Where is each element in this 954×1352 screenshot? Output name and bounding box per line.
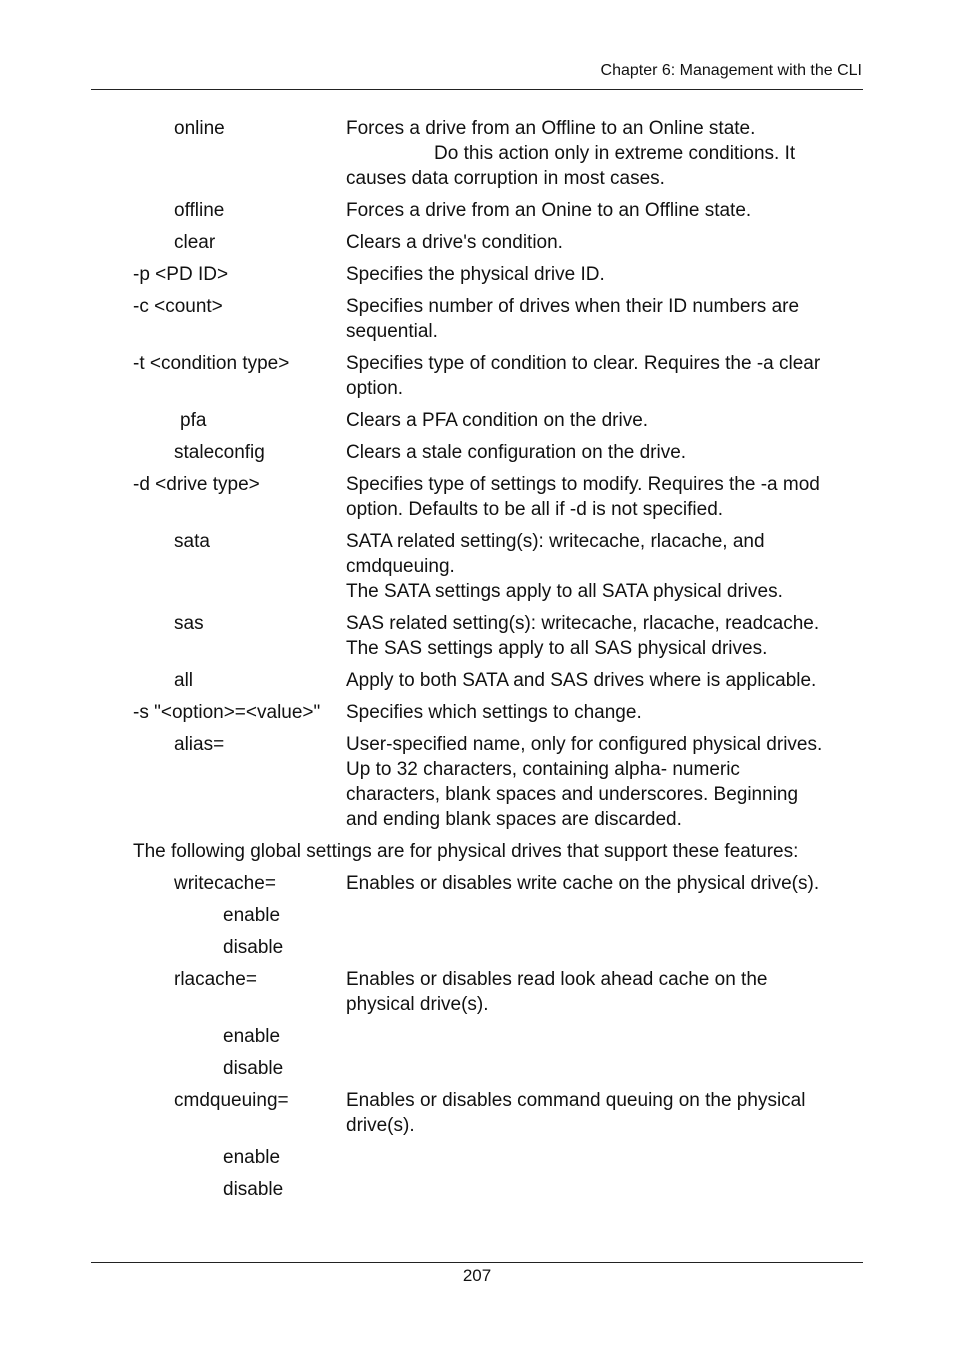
option-row-condition-type	[0, 351, 954, 401]
options-table	[0, 116, 954, 1209]
option-row-all	[0, 668, 954, 693]
option-value: disable	[223, 1058, 284, 1079]
option-term: alias=	[174, 734, 225, 755]
option-value: enable	[223, 1147, 281, 1168]
option-row-pd-id	[0, 262, 954, 287]
option-term: clear	[174, 232, 216, 253]
option-term: -t <condition type>	[133, 353, 290, 374]
option-row-writecache-disable	[0, 935, 954, 960]
option-row-staleconfig	[0, 440, 954, 465]
option-term: -d <drive type>	[133, 474, 260, 495]
warning-note: Do this action only in extreme conditions. It	[434, 143, 796, 164]
option-row-offline	[0, 198, 954, 223]
option-row-writecache	[0, 871, 954, 896]
option-value: enable	[223, 905, 281, 926]
option-row-rlacache-enable	[0, 1024, 954, 1049]
option-row-writecache-enable	[0, 903, 954, 928]
option-description: Specifies type of settings to modify. Requires the -a mod option. Defaults to be all if -d is not specified.	[346, 474, 820, 520]
chapter-header: Chapter 6: Management with the CLI	[600, 62, 862, 79]
option-description: Clears a PFA condition on the drive.	[346, 410, 649, 431]
option-description: SATA related setting(s): writecache, rlacache, and cmdqueuing. The SATA settings apply to all SATA physical drives.	[346, 531, 783, 602]
option-row-drive-type	[0, 472, 954, 522]
option-term: cmdqueuing=	[174, 1090, 289, 1111]
option-description: Enables or disables write cache on the physical drive(s).	[346, 873, 820, 894]
option-value: disable	[223, 1179, 284, 1200]
option-row-cmdqueuing	[0, 1088, 954, 1138]
option-term: offline	[174, 200, 225, 221]
option-description: SAS related setting(s): writecache, rlacache, readcache. The SAS settings apply to all SAS physical drives.	[346, 613, 820, 659]
option-row-settings	[0, 700, 954, 725]
option-description: Specifies number of drives when their ID numbers are sequential.	[346, 296, 800, 342]
option-description: Specifies which settings to change.	[346, 702, 642, 723]
option-row-cmdqueuing-disable	[0, 1177, 954, 1202]
option-row-online	[0, 116, 954, 191]
option-description: Forces a drive from an Onine to an Offline state.	[346, 200, 752, 221]
option-term: -p <PD ID>	[133, 264, 229, 285]
option-term: online	[174, 118, 225, 139]
option-description: Specifies type of condition to clear. Requires the -a clear option.	[346, 353, 821, 399]
option-row-rlacache-disable	[0, 1056, 954, 1081]
option-term: pfa	[180, 410, 207, 431]
option-row-cmdqueuing-enable	[0, 1145, 954, 1170]
option-row-alias	[0, 732, 954, 832]
option-description: Specifies the physical drive ID.	[346, 264, 605, 285]
option-term: -s "<option>=<value>"	[133, 702, 321, 723]
option-row-pfa	[0, 408, 954, 433]
footer-divider	[91, 1262, 863, 1263]
option-description: Forces a drive from an Offline to an Online state. Do this action only in extreme conditions. It causes data corruption in most cases.	[346, 116, 862, 191]
option-value: disable	[223, 937, 284, 958]
option-value: enable	[223, 1026, 281, 1047]
option-description: Enables or disables command queuing on the physical drive(s).	[346, 1090, 806, 1136]
option-description: Apply to both SATA and SAS drives where is applicable.	[346, 670, 817, 691]
option-row-rlacache	[0, 967, 954, 1017]
option-row-clear	[0, 230, 954, 255]
option-term: all	[174, 670, 194, 691]
option-term: -c <count>	[133, 296, 223, 317]
global-settings-note	[0, 839, 954, 864]
option-term: sas	[174, 613, 204, 634]
option-description: Clears a drive's condition.	[346, 232, 563, 253]
option-description: Clears a stale configuration on the drive.	[346, 442, 687, 463]
body-paragraph: The following global settings are for physical drives that support these features:	[133, 841, 799, 862]
header-divider	[91, 89, 863, 90]
option-term: writecache=	[174, 873, 276, 894]
option-term: sata	[174, 531, 210, 552]
option-row-sas	[0, 611, 954, 661]
option-row-sata	[0, 529, 954, 604]
option-row-count	[0, 294, 954, 344]
option-description: User-specified name, only for configured physical drives. Up to 32 characters, containing alpha- numeric characters, blank spaces and underscores. Beginning and ending blank spaces are discarded.	[346, 734, 823, 830]
option-term: staleconfig	[174, 442, 265, 463]
option-description: Enables or disables read look ahead cache on the physical drive(s).	[346, 969, 768, 1015]
page-number: 207	[462, 1266, 492, 1285]
option-term: rlacache=	[174, 969, 257, 990]
